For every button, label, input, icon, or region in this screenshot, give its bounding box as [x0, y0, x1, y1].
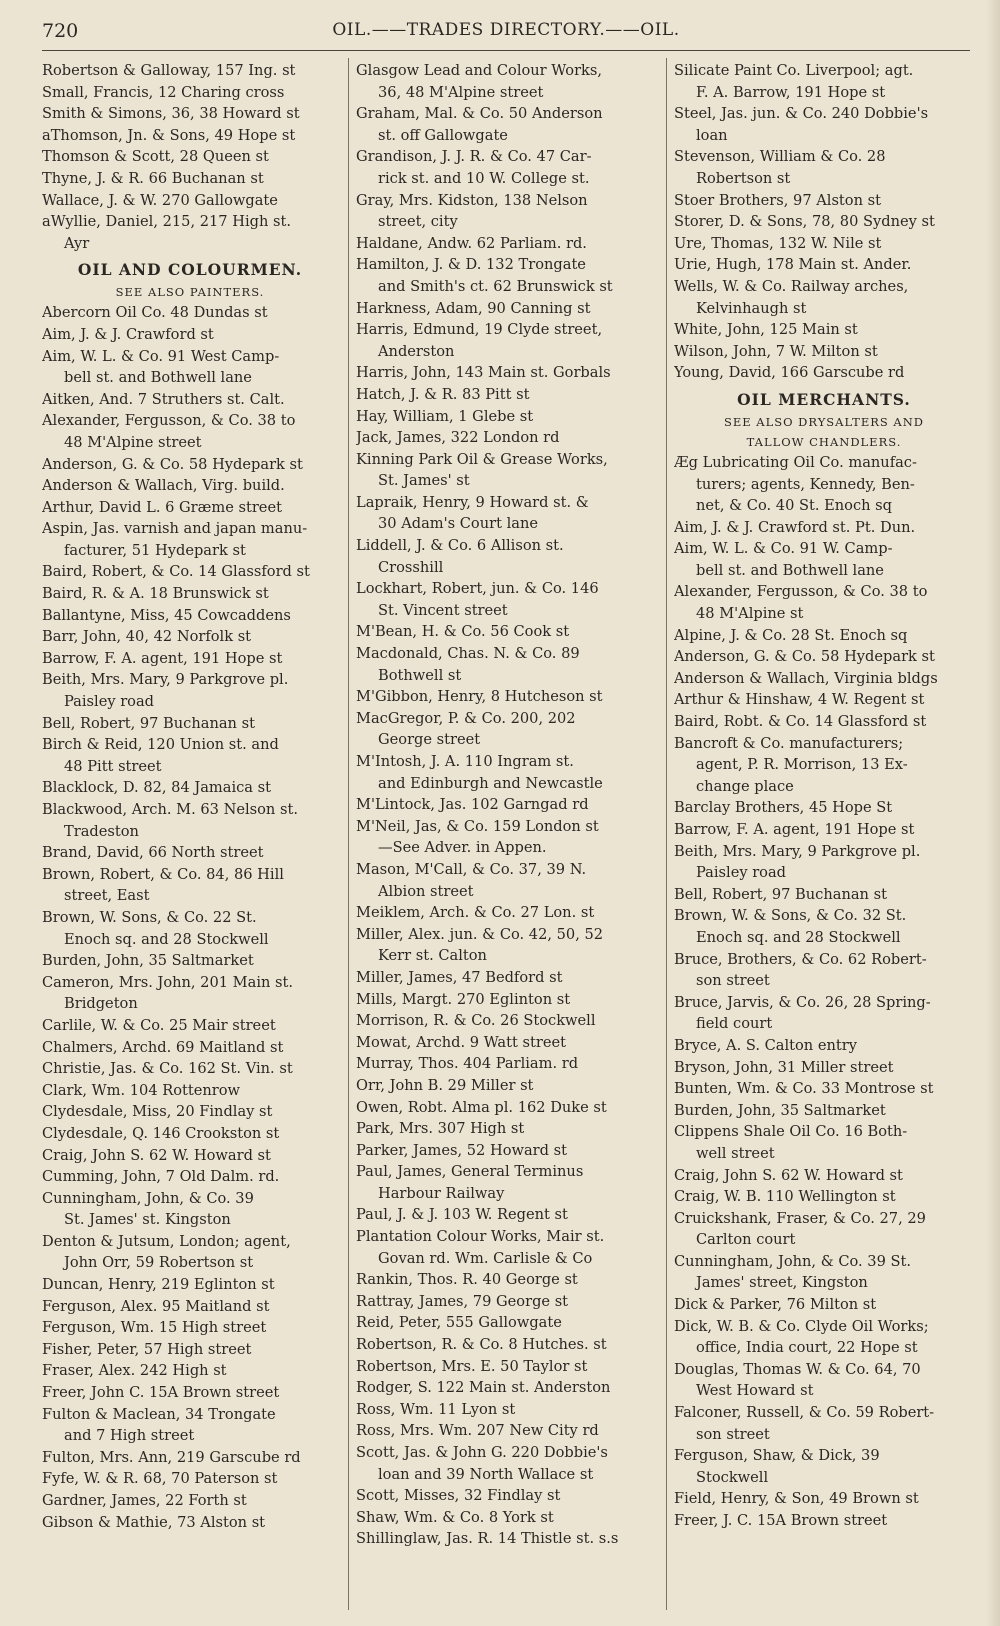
entry-continuation: Anderston: [378, 342, 455, 360]
directory-entry: Clydesdale, Miss, 20 Findlay st: [42, 1103, 273, 1121]
directory-entry: Abercorn Oil Co. 48 Dundas st: [42, 304, 268, 322]
entry-continuation: Enoch sq. and 28 Stockwell: [696, 928, 901, 946]
page-header: [42, 20, 970, 50]
directory-entry: Chalmers, Archd. 69 Maitland st: [42, 1038, 284, 1056]
directory-entry: Lapraik, Henry, 9 Howard st. &: [356, 493, 589, 511]
directory-entry: Liddell, J. & Co. 6 Allison st.: [356, 537, 564, 555]
entry-continuation: Carlton court: [696, 1231, 796, 1249]
directory-entry: Bell, Robert, 97 Buchanan st: [674, 885, 887, 903]
directory-entry: Anderson & Wallach, Virginia bldgs: [674, 669, 938, 687]
entry-continuation: West Howard st: [696, 1382, 814, 1400]
entry-continuation: field court: [696, 1015, 773, 1033]
directory-entry: Miller, Alex. jun. & Co. 42, 50, 52: [356, 925, 604, 943]
entry-continuation: rick st. and 10 W. College st.: [378, 169, 590, 187]
directory-entry: Clark, Wm. 104 Rottenrow: [42, 1081, 241, 1099]
entry-continuation: —See Adver. in Appen.: [378, 839, 547, 857]
directory-entry: Miller, James, 47 Bedford st: [356, 968, 563, 986]
directory-entry: Ferguson, Wm. 15 High street: [42, 1319, 267, 1337]
entry-continuation: son street: [696, 1425, 770, 1443]
directory-entry: Freer, J. C. 15A Brown street: [674, 1512, 888, 1529]
column-3: [674, 60, 974, 1532]
directory-entry: Mason, M'Call, & Co. 37, 39 N.: [356, 860, 587, 878]
directory-entry: Aim, W. L. & Co. 91 W. Camp-: [674, 540, 893, 558]
directory-entry: Reid, Peter, 555 Gallowgate: [356, 1314, 562, 1332]
directory-entry: Robertson & Galloway, 157 Ing. st: [42, 62, 296, 79]
entry-continuation: St. James' st: [378, 472, 470, 490]
directory-entry: Clippens Shale Oil Co. 16 Both-: [674, 1123, 908, 1141]
directory-entry: Dick, W. B. & Co. Clyde Oil Works;: [674, 1317, 929, 1335]
directory-entry: Thyne, J. & R. 66 Buchanan st: [42, 169, 264, 187]
directory-entry: Shaw, Wm. & Co. 8 York st: [356, 1508, 554, 1526]
directory-entry: Cumming, John, 7 Old Dalm. rd.: [42, 1168, 280, 1186]
directory-entry: Hatch, J. & R. 83 Pitt st: [356, 385, 530, 403]
directory-entry: Craig, John S. 62 W. Howard st: [674, 1166, 903, 1184]
directory-entry: Rattray, James, 79 George st: [356, 1292, 569, 1310]
entry-continuation: Tradeston: [64, 822, 139, 840]
directory-entry: Alexander, Fergusson, & Co. 38 to: [42, 412, 296, 430]
directory-entry: Cameron, Mrs. John, 201 Main st.: [42, 973, 294, 991]
directory-entry: Beith, Mrs. Mary, 9 Parkgrove pl.: [674, 842, 921, 860]
entry-continuation: Harbour Railway: [378, 1184, 505, 1202]
page-edge-shadow: [986, 0, 1000, 1626]
directory-entry: Falconer, Russell, & Co. 59 Robert-: [674, 1404, 935, 1422]
directory-entry: aThomson, Jn. & Sons, 49 Hope st: [42, 126, 296, 144]
directory-entry: Ferguson, Shaw, & Dick, 39: [674, 1447, 880, 1465]
entry-continuation: and Smith's ct. 62 Brunswick st: [378, 277, 613, 295]
column-2: [356, 60, 660, 1550]
directory-entry: Burden, John, 35 Saltmarket: [42, 952, 254, 970]
page-number: 720: [42, 20, 79, 42]
directory-entry: Paul, James, General Terminus: [356, 1163, 584, 1181]
running-title: OIL.——TRADES DIRECTORY.——OIL.: [332, 20, 680, 40]
directory-entry: Clydesdale, Q. 146 Crookston st: [42, 1124, 280, 1142]
directory-entry: Bunten, Wm. & Co. 33 Montrose st: [674, 1080, 934, 1098]
directory-entry: Barclay Brothers, 45 Hope St: [674, 799, 893, 817]
directory-entry: Stoer Brothers, 97 Alston st: [674, 191, 881, 209]
directory-entry: Beith, Mrs. Mary, 9 Parkgrove pl.: [42, 671, 289, 689]
directory-entry: Duncan, Henry, 219 Eglinton st: [42, 1276, 275, 1294]
entry-continuation: St. James' st. Kingston: [64, 1211, 231, 1229]
entry-continuation: bell st. and Bothwell lane: [64, 369, 252, 387]
entry-continuation: F. A. Barrow, 191 Hope st: [696, 83, 886, 101]
directory-entry: Barrow, F. A. agent, 191 Hope st: [42, 649, 283, 667]
directory-entry: Aim, J. & J. Crawford st. Pt. Dun.: [674, 518, 916, 536]
entry-continuation: turers; agents, Kennedy, Ben-: [696, 475, 915, 493]
directory-entry: Burden, John, 35 Saltmarket: [674, 1101, 886, 1119]
directory-entry: Birch & Reid, 120 Union st. and: [42, 736, 279, 754]
directory-entry: Arthur, David L. 6 Græme street: [42, 498, 282, 516]
entry-continuation: bell st. and Bothwell lane: [696, 561, 884, 579]
directory-entry: M'Lintock, Jas. 102 Garngad rd: [356, 796, 589, 814]
entry-continuation: Paisley road: [696, 864, 787, 882]
entry-continuation: Crosshill: [378, 558, 444, 576]
directory-entry: Rankin, Thos. R. 40 George st: [356, 1271, 578, 1289]
entry-continuation: 48 M'Alpine st: [696, 605, 804, 623]
directory-entry: Ballantyne, Miss, 45 Cowcaddens: [42, 606, 291, 624]
directory-entry: Grandison, J. J. R. & Co. 47 Car-: [356, 148, 592, 166]
directory-entry: Rodger, S. 122 Main st. Anderston: [356, 1379, 611, 1397]
directory-entry: Bryson, John, 31 Miller street: [674, 1058, 894, 1076]
directory-entry: Wells, W. & Co. Railway arches,: [674, 277, 909, 295]
directory-entry: Arthur & Hinshaw, 4 W. Regent st: [674, 691, 925, 709]
directory-entry: Robertson, Mrs. E. 50 Taylor st: [356, 1357, 588, 1375]
directory-entry: Plantation Colour Works, Mair st.: [356, 1228, 605, 1246]
entry-continuation: Kerr st. Calton: [378, 947, 487, 965]
directory-entry: Murray, Thos. 404 Parliam. rd: [356, 1055, 579, 1073]
directory-entry: Harris, Edmund, 19 Clyde street,: [356, 321, 603, 339]
directory-entry: Steel, Jas. jun. & Co. 240 Dobbie's: [674, 105, 929, 123]
directory-entry: Ferguson, Alex. 95 Maitland st: [42, 1297, 270, 1315]
directory-entry: Mowat, Archd. 9 Watt street: [356, 1033, 566, 1051]
column-divider: [348, 58, 349, 1610]
directory-entry: Wilson, John, 7 W. Milton st: [674, 342, 878, 360]
entry-continuation: son street: [696, 972, 770, 990]
directory-entry: Aspin, Jas. varnish and japan manu-: [42, 520, 308, 538]
entry-continuation: facturer, 51 Hydepark st: [64, 541, 246, 559]
directory-entry: Smith & Simons, 36, 38 Howard st: [42, 105, 300, 123]
directory-entry: Haldane, Andw. 62 Parliam. rd.: [356, 234, 587, 252]
directory-entry: Barr, John, 40, 42 Norfolk st: [42, 628, 252, 646]
directory-entry: M'Bean, H. & Co. 56 Cook st: [356, 623, 570, 641]
directory-entry: Ross, Mrs. Wm. 207 New City rd: [356, 1422, 599, 1440]
section-see-also: TALLOW CHANDLERS.: [746, 434, 902, 449]
directory-entry: Douglas, Thomas W. & Co. 64, 70: [674, 1360, 921, 1378]
directory-entry: Baird, Robert, & Co. 14 Glassford st: [42, 563, 310, 581]
directory-entry: M'Neil, Jas, & Co. 159 London st: [356, 817, 599, 835]
directory-entry: M'Intosh, J. A. 110 Ingram st.: [356, 753, 574, 770]
directory-entry: Cruickshank, Fraser, & Co. 27, 29: [674, 1209, 926, 1227]
entry-continuation: office, India court, 22 Hope st: [696, 1339, 918, 1357]
entry-continuation: Bothwell st: [378, 666, 462, 684]
directory-entry: Mills, Margt. 270 Eglinton st: [356, 990, 571, 1008]
entry-continuation: street, East: [64, 887, 150, 905]
directory-entry: Parker, James, 52 Howard st: [356, 1141, 567, 1159]
entry-continuation: agent, P. R. Morrison, 13 Ex-: [696, 756, 908, 774]
directory-entry: MacGregor, P. & Co. 200, 202: [356, 709, 576, 727]
directory-entry: Craig, John S. 62 W. Howard st: [42, 1146, 271, 1164]
directory-entry: Bruce, Jarvis, & Co. 26, 28 Spring-: [674, 993, 931, 1011]
entry-continuation: 48 M'Alpine street: [64, 433, 202, 451]
entry-continuation: loan and 39 North Wallace st: [378, 1465, 594, 1483]
directory-entry: Bryce, A. S. Calton entry: [674, 1036, 857, 1054]
directory-entry: Hay, William, 1 Glebe st: [356, 407, 534, 425]
section-heading: OIL AND COLOURMEN.: [77, 260, 303, 280]
entry-continuation: loan: [696, 126, 728, 144]
entry-continuation: James' street, Kingston: [696, 1274, 868, 1292]
entry-continuation: Kelvinhaugh st: [696, 299, 807, 317]
directory-entry: Brand, David, 66 North street: [42, 844, 264, 862]
directory-entry: Aitken, And. 7 Struthers st. Calt.: [42, 390, 285, 408]
directory-entry: Park, Mrs. 307 High st: [356, 1120, 525, 1138]
section-heading: OIL MERCHANTS.: [737, 389, 911, 409]
entry-continuation: Enoch sq. and 28 Stockwell: [64, 930, 269, 948]
directory-entry: aWyllie, Daniel, 215, 217 High st.: [42, 213, 291, 231]
directory-entry: Carlile, W. & Co. 25 Mair street: [42, 1016, 276, 1034]
entry-continuation: St. Vincent street: [378, 601, 508, 619]
entry-continuation: and 7 High street: [64, 1427, 195, 1445]
entry-continuation: Paisley road: [64, 693, 155, 711]
directory-entry: Blackwood, Arch. M. 63 Nelson st.: [42, 801, 298, 818]
directory-entry: Freer, John C. 15A Brown street: [42, 1384, 280, 1402]
directory-entry: White, John, 125 Main st: [674, 321, 858, 339]
directory-entry: Scott, Misses, 32 Findlay st: [356, 1487, 561, 1505]
directory-entry: Æg Lubricating Oil Co. manufac-: [674, 453, 917, 471]
directory-entry: Gardner, James, 22 Forth st: [42, 1492, 247, 1509]
directory-entry: Alexander, Fergusson, & Co. 38 to: [674, 583, 928, 601]
directory-entry: Lockhart, Robert, jun. & Co. 146: [356, 580, 599, 598]
entry-continuation: change place: [696, 777, 794, 795]
entry-continuation: Bridgeton: [64, 995, 138, 1013]
section-see-also: SEE ALSO DRYSALTERS AND: [723, 414, 925, 429]
entry-continuation: net, & Co. 40 St. Enoch sq: [696, 497, 893, 515]
directory-entry: Hamilton, J. & D. 132 Trongate: [356, 256, 586, 274]
directory-entry: Fyfe, W. & R. 68, 70 Paterson st: [42, 1470, 278, 1488]
directory-entry: Harris, John, 143 Main st. Gorbals: [356, 364, 611, 382]
entry-continuation: Govan rd. Wm. Carlisle & Co: [378, 1249, 593, 1267]
directory-entry: Meiklem, Arch. & Co. 27 Lon. st: [356, 904, 595, 922]
directory-entry: Christie, Jas. & Co. 162 St. Vin. st: [42, 1060, 293, 1078]
directory-entry: Anderson & Wallach, Virg. build.: [42, 477, 285, 495]
directory-entry: Baird, R. & A. 18 Brunswick st: [42, 585, 269, 603]
directory-entry: Denton & Jutsum, London; agent,: [42, 1232, 291, 1250]
directory-entry: Jack, James, 322 London rd: [356, 429, 560, 447]
column-1: [42, 60, 338, 1533]
directory-entry: Shillinglaw, Jas. R. 14 Thistle st. s.s: [356, 1530, 619, 1548]
directory-entry: Aim, W. L. & Co. 91 West Camp-: [42, 347, 280, 365]
directory-entry: Fulton & Maclean, 34 Trongate: [42, 1405, 276, 1423]
directory-entry: Fulton, Mrs. Ann, 219 Garscube rd: [42, 1448, 301, 1466]
entry-continuation: 30 Adam's Court lane: [378, 515, 539, 533]
directory-entry: Robertson, R. & Co. 8 Hutches. st: [356, 1336, 607, 1354]
section-see-also: SEE ALSO PAINTERS.: [115, 285, 265, 300]
entry-continuation: and Edinburgh and Newcastle: [378, 774, 603, 792]
directory-entry: Stevenson, William & Co. 28: [674, 148, 886, 166]
entry-continuation: John Orr, 59 Robertson st: [64, 1254, 254, 1272]
directory-entry: Silicate Paint Co. Liverpool; agt.: [674, 62, 914, 79]
directory-entry: Gray, Mrs. Kidston, 138 Nelson: [356, 191, 588, 209]
directory-entry: Macdonald, Chas. N. & Co. 89: [356, 645, 580, 663]
directory-entry: Ross, Wm. 11 Lyon st: [356, 1400, 516, 1418]
directory-entry: Bell, Robert, 97 Buchanan st: [42, 714, 255, 732]
entry-continuation: Robertson st: [696, 169, 791, 187]
directory-entry: Fraser, Alex. 242 High st: [42, 1362, 227, 1380]
directory-entry: Paul, J. & J. 103 W. Regent st: [356, 1206, 568, 1224]
directory-entry: Anderson, G. & Co. 58 Hydepark st: [674, 648, 935, 666]
directory-entry: Small, Francis, 12 Charing cross: [42, 83, 285, 101]
entry-continuation: well street: [696, 1144, 775, 1162]
directory-entry: Urie, Hugh, 178 Main st. Ander.: [674, 256, 912, 274]
directory-entry: Bruce, Brothers, & Co. 62 Robert-: [674, 950, 927, 968]
directory-entry: Morrison, R. & Co. 26 Stockwell: [356, 1012, 596, 1030]
entry-continuation: street, city: [378, 213, 458, 231]
directory-entry: Young, David, 166 Garscube rd: [674, 364, 905, 382]
entry-continuation: Ayr: [64, 234, 90, 252]
directory-entry: Ure, Thomas, 132 W. Nile st: [674, 234, 882, 252]
directory-entry: Scott, Jas. & John G. 220 Dobbie's: [356, 1444, 608, 1461]
column-divider: [666, 58, 667, 1610]
directory-entry: Wallace, J. & W. 270 Gallowgate: [42, 191, 278, 209]
directory-entry: Baird, Robt. & Co. 14 Glassford st: [674, 713, 927, 731]
directory-entry: Brown, W. Sons, & Co. 22 St.: [42, 908, 257, 926]
directory-entry: Cunningham, John, & Co. 39: [42, 1189, 254, 1207]
directory-entry: Orr, John B. 29 Miller st: [356, 1076, 534, 1094]
directory-entry: Graham, Mal. & Co. 50 Anderson: [356, 105, 603, 123]
directory-entry: Brown, Robert, & Co. 84, 86 Hill: [42, 865, 284, 883]
directory-entry: M'Gibbon, Henry, 8 Hutcheson st: [356, 688, 603, 706]
directory-entry: Harkness, Adam, 90 Canning st: [356, 299, 591, 317]
entry-continuation: Albion street: [378, 882, 474, 900]
directory-entry: Cunningham, John, & Co. 39 St.: [674, 1252, 912, 1270]
directory-entry: Blacklock, D. 82, 84 Jamaica st: [42, 779, 271, 797]
entry-continuation: 36, 48 M'Alpine street: [378, 83, 544, 101]
directory-entry: Barrow, F. A. agent, 191 Hope st: [674, 821, 915, 838]
directory-entry: Brown, W. & Sons, & Co. 32 St.: [674, 907, 907, 925]
entry-continuation: Stockwell: [696, 1468, 769, 1486]
entry-continuation: st. off Gallowgate: [378, 126, 508, 144]
directory-entry: Anderson, G. & Co. 58 Hydepark st: [42, 455, 303, 473]
directory-entry: Thomson & Scott, 28 Queen st: [42, 148, 269, 166]
directory-entry: Gibson & Mathie, 73 Alston st: [42, 1513, 266, 1531]
directory-entry: Dick & Parker, 76 Milton st: [674, 1296, 877, 1314]
directory-entry: Fisher, Peter, 57 High street: [42, 1340, 252, 1358]
entry-continuation: George street: [378, 731, 481, 749]
directory-entry: Bancroft & Co. manufacturers;: [674, 734, 904, 752]
directory-entry: Kinning Park Oil & Grease Works,: [356, 450, 608, 468]
directory-entry: Owen, Robt. Alma pl. 162 Duke st: [356, 1098, 607, 1116]
directory-entry: Storer, D. & Sons, 78, 80 Sydney st: [674, 213, 935, 231]
header-rule: [42, 50, 970, 51]
directory-entry: Glasgow Lead and Colour Works,: [356, 62, 603, 79]
directory-entry: Field, Henry, & Son, 49 Brown st: [674, 1490, 919, 1508]
directory-entry: Alpine, J. & Co. 28 St. Enoch sq: [674, 626, 908, 644]
entry-continuation: 48 Pitt street: [64, 757, 162, 775]
directory-entry: Craig, W. B. 110 Wellington st: [674, 1188, 896, 1206]
directory-entry: Aim, J. & J. Crawford st: [42, 325, 214, 343]
